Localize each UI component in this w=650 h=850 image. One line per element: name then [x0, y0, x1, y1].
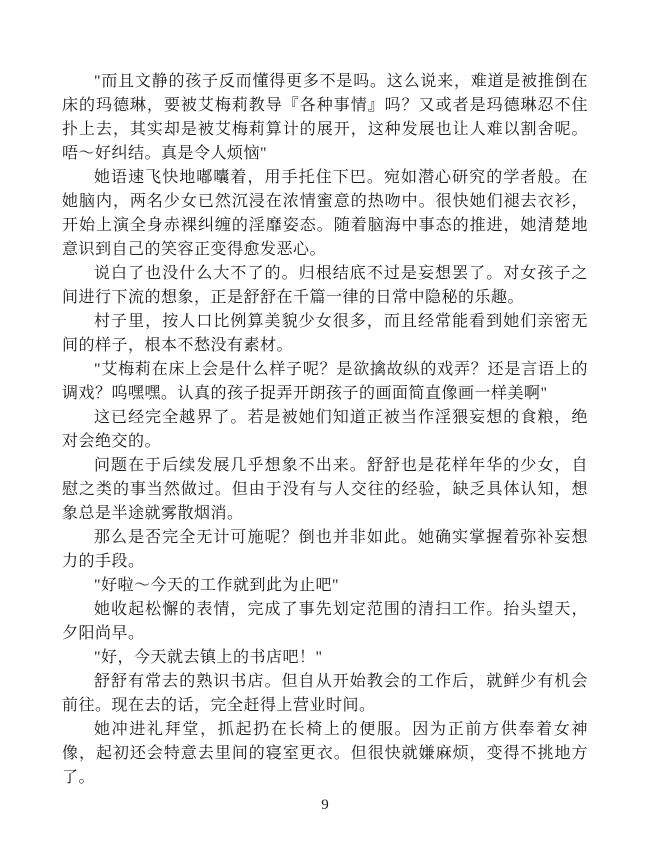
page-number: 9: [321, 797, 329, 813]
paragraph-3: 说白了也没什么大不了的。归根结底不过是妄想罢了。对女孩子之间进行下流的想象，正是舒舒在千篇一律的日常中隐秘的乐趣。: [62, 265, 588, 306]
paragraph-10: 她收起松懈的表情，完成了事先划定范围的清扫工作。抬头望天，夕阳尚早。: [62, 601, 588, 642]
paragraph-9: "好啦～今天的工作就到此为止吧": [94, 577, 340, 594]
paragraph-2: 她语速飞快地嘟囔着，用手托住下巴。宛如潜心研究的学者般。在她脑内，两名少女已然沉浸在浓情蜜意的热吻中。很快她们褪去衣衫，开始上演全身赤裸纠缠的淫靡姿态。随着脑海中事态的推进，她清楚地意识到自己的笑容正变得愈发恶心。: [62, 169, 588, 258]
paragraph-11: "好，今天就去镇上的书店吧！": [94, 649, 323, 666]
paragraph-12: 舒舒有常去的熟识书店。但自从开始教会的工作后，就鲜少有机会前往。现在去的话，完全赶得上营业时间。: [62, 673, 588, 714]
paragraph-8: 那么是否完全无计可施呢？倒也并非如此。她确实掌握着弥补妄想力的手段。: [62, 529, 588, 570]
paragraph-13: 她冲进礼拜堂，抓起扔在长椅上的便服。因为正前方供奉着女神像，起初还会特意去里间的寝室更衣。但很快就嫌麻烦，变得不挑地方了。: [62, 721, 588, 786]
paragraph-5: "艾梅莉在床上会是什么样子呢？是欲擒故纵的戏弄？还是言语上的调戏？呜嘿嘿。认真的孩子捉弄开朗孩子的画面简直像画一样美啊": [62, 361, 588, 402]
paragraph-7: 问题在于后续发展几乎想象不出来。舒舒也是花样年华的少女，自慰之类的事当然做过。但由于没有与人交往的经验，缺乏具体认知，想象总是半途就雾散烟消。: [62, 457, 588, 522]
paragraph-6: 这已经完全越界了。若是被她们知道正被当作淫猥妄想的食粮，绝对会绝交的。: [62, 409, 588, 450]
paragraph-1: "而且文静的孩子反而懂得更多不是吗。这么说来，难道是被推倒在床的玛德琳，要被艾梅莉教导『各种事情』吗？又或者是玛德琳忍不住扑上去，其实却是被艾梅莉算计的展开，这种发展也让人难以割舍呢。唔～好纠结。真是令人烦恼": [62, 73, 588, 162]
paragraph-4: 村子里，按人口比例算美貌少女很多，而且经常能看到她们亲密无间的样子，根本不愁没有素材。: [62, 313, 588, 354]
page-text-block: [62, 70, 588, 790]
page-footer: [0, 796, 650, 814]
